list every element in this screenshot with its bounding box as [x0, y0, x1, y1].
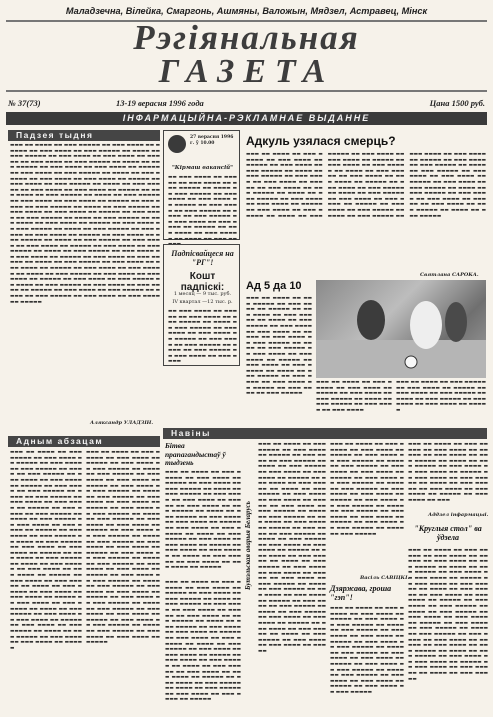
- issue-price: Цана 1500 руб.: [429, 98, 485, 108]
- bitva-body-2: [165, 580, 241, 712]
- ad5-title: Ад 5 да 10: [246, 280, 302, 292]
- adkul-body: [246, 152, 486, 272]
- section-padzeya: Падзея тыдня: [8, 130, 160, 141]
- naviny-body-col4: [408, 442, 488, 510]
- filler-text: ▬▬ ▬▬▬ ▬▬▬▬ ▬▬ ▬▬▬▬▬ ▬▬ ▬▬▬ ▬▬▬▬ ▬▬ ▬▬▬ ▬▬▬▬▬ ▬▬ ▬▬▬▬ ▬▬ ▬▬▬ ▬▬▬▬▬ ▬▬ ▬▬▬ ▬▬▬▬ ▬▬ ▬▬▬ ▬▬▬▬ ▬▬ ▬▬▬▬▬ ▬▬ ▬▬▬ ▬▬▬▬ ▬▬ ▬▬▬ ▬▬▬▬▬ ▬▬ ▬▬▬▬ ▬▬ ▬▬▬ ▬▬▬▬▬ ▬▬ ▬▬▬ ▬▬▬▬ ▬▬ ▬▬▬ ▬▬▬▬ ▬▬ ▬▬▬▬▬ ▬▬ ▬▬▬ ▬▬▬▬ ▬▬ ▬▬▬ ▬▬▬▬▬ ▬▬ ▬▬▬▬ ▬▬ ▬▬▬ ▬▬: [168, 175, 237, 242]
- filler-text: ▬▬▬ ▬▬ ▬▬▬▬ ▬▬ ▬▬▬ ▬▬▬▬▬ ▬▬ ▬▬▬ ▬▬▬▬ ▬▬ ▬▬▬▬▬ ▬▬ ▬▬▬ ▬▬▬▬ ▬▬ ▬▬▬ ▬▬▬▬▬ ▬▬ ▬▬▬▬ ▬▬ ▬▬▬ ▬▬▬▬▬ ▬▬ ▬▬▬ ▬▬▬▬ ▬▬ ▬▬▬ ▬▬▬▬ ▬▬ ▬▬▬▬▬ ▬▬ ▬▬▬ ▬▬▬▬ ▬▬ ▬▬▬ ▬▬▬▬▬ ▬▬ ▬▬▬▬ ▬▬ ▬▬▬ ▬▬▬▬▬ ▬▬ ▬▬▬ ▬▬▬▬ ▬▬ ▬▬▬ ▬▬▬▬ ▬▬ ▬▬▬▬▬ ▬▬ ▬▬▬ ▬▬▬▬ ▬▬ ▬▬▬ ▬▬▬▬▬ ▬▬ ▬▬▬▬ ▬▬ ▬▬▬ ▬▬▬▬▬ ▬▬ ▬▬▬ ▬▬▬▬ ▬▬ ▬▬▬ ▬▬▬▬ ▬▬ ▬▬▬▬▬ ▬▬ ▬▬▬ ▬▬▬▬ ▬▬ ▬▬▬ ▬▬▬▬▬ ▬▬ ▬▬▬▬ ▬▬ ▬▬▬ ▬▬▬▬▬ ▬▬ ▬▬▬ ▬▬▬▬ ▬▬ ▬▬▬ ▬▬▬▬ ▬▬ ▬▬▬▬▬ ▬▬ ▬▬▬ ▬▬▬▬ ▬▬ ▬▬▬ ▬▬▬▬▬ ▬▬ ▬▬▬▬ ▬▬ ▬▬▬ ▬▬▬▬▬ ▬▬ ▬▬▬ ▬▬▬▬ ▬▬ ▬▬▬ ▬▬▬▬ ▬▬ ▬▬▬▬▬ ▬▬ ▬▬▬ ▬▬▬▬ ▬▬ ▬▬▬ ▬▬▬▬▬ ▬▬ ▬▬▬▬ ▬▬ ▬▬▬ ▬▬▬▬▬ ▬▬ ▬▬▬ ▬▬▬▬ ▬▬ ▬▬▬ ▬▬▬▬ ▬▬ ▬▬▬▬▬ ▬▬ ▬▬▬ ▬▬▬▬ ▬▬ ▬▬▬ ▬▬▬▬▬ ▬▬ ▬▬▬▬ ▬▬ ▬▬▬ ▬▬▬▬▬ ▬▬ ▬▬▬ ▬▬▬▬ ▬▬ ▬▬▬ ▬▬▬▬ ▬▬ ▬▬▬▬▬ ▬▬ ▬▬▬ ▬▬▬▬ ▬▬ ▬▬▬ ▬▬▬▬▬ ▬▬ ▬▬▬▬ ▬▬ ▬▬▬ ▬▬▬▬▬ ▬▬ ▬▬▬ ▬▬▬▬ ▬▬ ▬▬▬ ▬▬▬▬ ▬▬ ▬▬▬▬▬: [258, 442, 326, 654]
- subscribe-box: [163, 244, 240, 366]
- kruglyya-title: "Круглыя стол" ва ўдзела: [414, 524, 482, 542]
- filler-text: ▬▬▬ ▬▬ ▬▬▬▬ ▬▬ ▬▬▬ ▬▬▬▬▬ ▬▬ ▬▬▬ ▬▬▬▬ ▬▬ ▬▬▬▬▬ ▬▬ ▬▬▬ ▬▬▬▬ ▬▬ ▬▬▬ ▬▬▬▬▬ ▬▬ ▬▬▬▬ ▬▬ ▬▬▬ ▬▬▬▬▬ ▬▬ ▬▬▬ ▬▬▬▬ ▬▬ ▬▬▬ ▬▬▬▬: [316, 380, 392, 413]
- naviny-body-col3: [330, 442, 404, 560]
- filler-text: ▬▬▬ ▬▬ ▬▬▬▬ ▬▬ ▬▬▬ ▬▬▬▬▬ ▬▬ ▬▬▬ ▬▬▬▬ ▬▬ ▬▬▬▬▬ ▬▬ ▬▬▬ ▬▬▬▬ ▬▬ ▬▬▬ ▬▬▬▬▬ ▬▬ ▬▬▬▬ ▬▬ ▬▬▬ ▬▬▬▬▬ ▬▬ ▬▬▬ ▬▬▬▬ ▬▬ ▬▬▬ ▬▬▬▬ ▬▬ ▬▬▬▬▬: [396, 380, 486, 413]
- vacancy-box: [163, 130, 240, 240]
- ad5-body-col3: [396, 380, 486, 424]
- filler-text: ▬▬▬ ▬▬ ▬▬▬▬ ▬▬ ▬▬▬ ▬▬▬▬▬ ▬▬ ▬▬▬ ▬▬▬▬ ▬▬ ▬▬▬▬▬ ▬▬ ▬▬▬ ▬▬▬▬ ▬▬ ▬▬▬ ▬▬▬▬▬ ▬▬ ▬▬▬▬ ▬▬ ▬▬▬ ▬▬▬▬▬ ▬▬ ▬▬▬ ▬▬▬▬ ▬▬ ▬▬▬ ▬▬▬▬ ▬▬ ▬▬▬▬▬ ▬▬ ▬▬▬ ▬▬▬▬ ▬▬ ▬▬▬ ▬▬▬▬▬ ▬▬ ▬▬▬▬ ▬▬ ▬▬▬ ▬▬▬▬▬ ▬▬ ▬▬▬ ▬▬▬▬ ▬▬ ▬▬▬ ▬▬▬▬ ▬▬ ▬▬▬▬▬ ▬▬ ▬▬▬ ▬▬▬▬ ▬▬ ▬▬▬ ▬▬▬▬▬ ▬▬ ▬▬▬▬ ▬▬ ▬▬▬ ▬▬▬▬▬ ▬▬ ▬▬▬ ▬▬▬▬ ▬▬ ▬▬▬ ▬▬▬▬ ▬▬ ▬▬▬▬▬ ▬▬ ▬▬▬ ▬▬▬▬ ▬▬ ▬▬▬ ▬▬▬▬▬ ▬▬ ▬▬▬▬ ▬▬ ▬▬▬ ▬▬▬▬▬ ▬▬ ▬▬▬ ▬▬▬▬ ▬▬ ▬▬▬ ▬▬▬▬ ▬▬ ▬▬▬▬▬ ▬▬ ▬▬▬ ▬▬▬▬ ▬▬ ▬▬▬ ▬▬▬▬▬ ▬▬ ▬▬▬▬ ▬▬ ▬▬▬ ▬▬▬▬▬ ▬▬ ▬▬▬ ▬▬▬▬ ▬▬ ▬▬▬ ▬▬▬▬ ▬▬ ▬▬▬▬▬ ▬▬ ▬▬▬ ▬▬▬▬ ▬▬ ▬▬▬ ▬▬▬▬▬ ▬▬ ▬▬▬▬ ▬▬ ▬▬▬ ▬▬▬▬▬ ▬▬ ▬▬▬ ▬▬▬▬ ▬▬ ▬▬▬ ▬▬▬▬ ▬▬ ▬▬▬▬▬ ▬▬ ▬▬▬ ▬▬▬▬ ▬▬ ▬▬▬ ▬▬▬▬▬ ▬▬ ▬▬▬▬ ▬▬ ▬▬▬ ▬▬▬▬▬ ▬▬ ▬▬▬ ▬▬▬▬ ▬▬ ▬▬▬ ▬▬▬▬ ▬▬ ▬▬▬▬▬ ▬▬ ▬▬▬ ▬▬▬▬ ▬▬ ▬▬▬ ▬▬▬▬▬ ▬▬ ▬▬▬▬ ▬▬ ▬▬▬ ▬▬▬▬▬ ▬▬ ▬▬▬ ▬▬▬▬ ▬▬ ▬▬▬ ▬▬▬▬ ▬▬ ▬▬▬▬▬: [86, 450, 160, 646]
- padzeya-signature: Аляксандр УЛАДЗІН.: [90, 420, 154, 426]
- filler-text: ▬▬▬ ▬▬ ▬▬▬▬ ▬▬ ▬▬▬ ▬▬▬▬▬ ▬▬ ▬▬▬ ▬▬▬▬ ▬▬ ▬▬▬▬▬ ▬▬ ▬▬▬ ▬▬▬▬ ▬▬ ▬▬▬ ▬▬▬▬▬ ▬▬ ▬▬▬▬ ▬▬ ▬▬▬ ▬▬▬▬▬ ▬▬ ▬▬▬ ▬▬▬▬ ▬▬ ▬▬▬ ▬▬▬▬ ▬▬ ▬▬▬▬▬ ▬▬ ▬▬▬ ▬▬▬▬ ▬▬ ▬▬▬ ▬▬▬▬▬ ▬▬ ▬▬▬▬ ▬▬ ▬▬▬ ▬▬▬▬▬ ▬▬ ▬▬▬ ▬▬▬▬ ▬▬ ▬▬▬ ▬▬▬▬ ▬▬ ▬▬▬▬▬ ▬▬ ▬▬▬ ▬▬▬▬ ▬▬ ▬▬▬ ▬▬▬▬▬ ▬▬ ▬▬▬▬ ▬▬ ▬▬▬ ▬▬▬▬▬ ▬▬ ▬▬▬ ▬▬▬▬ ▬▬ ▬▬▬ ▬▬▬▬ ▬▬ ▬▬▬▬▬ ▬▬ ▬▬▬ ▬▬▬▬ ▬▬ ▬▬▬ ▬▬▬▬▬ ▬▬ ▬▬▬▬ ▬▬ ▬▬▬ ▬▬▬▬▬: [330, 442, 404, 537]
- kruglyya-body: [408, 548, 488, 708]
- ad5-body-col2: [316, 380, 392, 424]
- ad5-body-col1: [246, 296, 312, 424]
- adkul-signature: Святлана САРОКА.: [420, 272, 479, 278]
- filler-text: ▬▬▬ ▬▬ ▬▬▬▬ ▬▬ ▬▬▬ ▬▬▬▬▬ ▬▬ ▬▬▬ ▬▬▬▬ ▬▬ ▬▬▬▬▬ ▬▬ ▬▬▬ ▬▬▬▬ ▬▬ ▬▬▬ ▬▬▬▬▬ ▬▬ ▬▬▬▬ ▬▬ ▬▬▬ ▬▬▬▬▬ ▬▬ ▬▬▬ ▬▬▬▬ ▬▬ ▬▬▬ ▬▬▬▬ ▬▬ ▬▬▬▬▬ ▬▬ ▬▬▬ ▬▬▬▬ ▬▬ ▬▬▬ ▬▬▬▬▬ ▬▬ ▬▬▬▬ ▬▬ ▬▬▬ ▬▬▬▬▬ ▬▬ ▬▬▬ ▬▬▬▬ ▬▬ ▬▬▬ ▬▬▬▬ ▬▬ ▬▬▬▬▬ ▬▬ ▬▬▬ ▬▬▬▬ ▬▬ ▬▬▬ ▬▬▬▬▬ ▬▬ ▬▬▬▬ ▬▬ ▬▬▬ ▬▬▬▬▬ ▬▬ ▬▬▬ ▬▬▬▬ ▬▬ ▬▬▬ ▬▬▬▬ ▬▬ ▬▬▬▬▬ ▬▬ ▬▬▬ ▬▬▬▬ ▬▬ ▬▬▬ ▬▬▬▬▬ ▬▬ ▬▬▬▬ ▬▬ ▬▬▬ ▬▬▬▬▬ ▬▬ ▬▬▬ ▬▬▬▬ ▬▬ ▬▬▬ ▬▬▬▬ ▬▬ ▬▬▬▬▬ ▬▬ ▬▬▬ ▬▬▬▬ ▬▬ ▬▬▬ ▬▬▬▬▬ ▬▬ ▬▬▬▬ ▬▬ ▬▬▬ ▬▬▬▬▬ ▬▬ ▬▬▬ ▬▬▬▬ ▬▬ ▬▬▬ ▬▬▬▬ ▬▬ ▬▬▬▬▬ ▬▬ ▬▬▬ ▬▬▬▬ ▬▬ ▬▬▬ ▬▬▬▬▬ ▬▬ ▬▬▬▬ ▬▬ ▬▬▬ ▬▬▬▬▬ ▬▬ ▬▬▬ ▬▬▬▬ ▬▬ ▬▬▬ ▬▬▬▬ ▬▬ ▬▬▬▬▬ ▬▬ ▬▬▬ ▬▬▬▬ ▬▬ ▬▬▬ ▬▬▬▬▬ ▬▬ ▬▬▬▬ ▬▬ ▬▬▬ ▬▬▬▬▬ ▬▬ ▬▬▬ ▬▬▬▬ ▬▬ ▬▬▬ ▬▬▬▬ ▬▬ ▬▬▬▬▬ ▬▬ ▬▬▬ ▬▬▬▬ ▬▬ ▬▬▬ ▬▬▬▬▬ ▬▬ ▬▬▬▬ ▬▬ ▬▬▬ ▬▬▬▬▬ ▬▬ ▬▬▬ ▬▬▬▬ ▬▬ ▬▬▬ ▬▬▬▬ ▬▬ ▬▬▬▬▬ ▬▬ ▬▬▬ ▬▬▬▬ ▬▬ ▬▬▬ ▬▬▬▬▬ ▬▬ ▬▬▬▬ ▬▬ ▬▬▬ ▬▬▬▬▬ ▬▬ ▬▬▬ ▬▬▬▬ ▬▬ ▬▬▬ ▬▬▬▬ ▬▬ ▬▬▬▬▬ ▬▬ ▬▬▬ ▬▬▬▬ ▬▬ ▬▬▬ ▬▬▬▬▬ ▬▬ ▬▬▬▬ ▬▬ ▬▬▬ ▬▬▬▬▬ ▬▬ ▬▬▬ ▬▬▬▬ ▬▬ ▬▬▬ ▬▬▬▬ ▬▬ ▬▬▬▬▬ ▬▬ ▬▬▬ ▬▬▬▬ ▬▬ ▬▬▬ ▬▬▬▬▬ ▬▬ ▬▬▬▬ ▬▬ ▬▬▬ ▬▬▬▬▬ ▬▬ ▬▬▬ ▬▬▬▬ ▬▬ ▬▬▬ ▬▬▬▬ ▬▬ ▬▬▬▬▬ ▬▬ ▬▬▬ ▬▬▬▬ ▬▬ ▬▬▬ ▬▬▬▬▬ ▬▬ ▬▬▬▬ ▬▬ ▬▬▬ ▬▬▬▬▬ ▬▬ ▬▬▬ ▬▬▬▬ ▬▬ ▬▬▬ ▬▬▬▬ ▬▬ ▬▬▬▬▬ ▬▬ ▬▬▬ ▬▬▬▬ ▬▬ ▬▬▬ ▬▬▬▬▬ ▬▬ ▬▬▬▬ ▬▬ ▬▬▬ ▬▬▬▬▬ ▬▬ ▬▬▬ ▬▬▬▬ ▬▬ ▬▬▬ ▬▬▬▬ ▬▬ ▬▬▬▬▬ ▬▬ ▬▬▬ ▬▬▬▬ ▬▬ ▬▬▬ ▬▬▬▬▬ ▬▬ ▬▬▬▬ ▬▬ ▬▬▬ ▬▬▬▬▬ ▬▬ ▬▬▬ ▬▬▬▬ ▬▬ ▬▬▬ ▬▬▬▬ ▬▬ ▬▬▬▬▬: [10, 143, 160, 305]
- padzeya-body: [10, 143, 160, 415]
- abzacam-body-col1: [10, 450, 82, 712]
- subscribe-title: Падпісвайцеся на "РГ"!: [171, 249, 234, 267]
- abzacam-body-col2: [86, 450, 160, 712]
- masthead-title-line2: ГАЗЕТА: [158, 53, 335, 90]
- filler-text: ▬▬▬ ▬▬ ▬▬▬▬ ▬▬ ▬▬▬ ▬▬▬▬▬ ▬▬ ▬▬▬ ▬▬▬▬ ▬▬ ▬▬▬▬▬ ▬▬ ▬▬▬ ▬▬▬▬ ▬▬ ▬▬▬ ▬▬▬▬▬ ▬▬ ▬▬▬▬ ▬▬ ▬▬▬ ▬▬▬▬▬ ▬▬ ▬▬▬ ▬▬▬▬ ▬▬ ▬▬▬ ▬▬▬▬ ▬▬ ▬▬▬▬▬ ▬▬ ▬▬▬ ▬▬▬▬ ▬▬ ▬▬▬ ▬▬▬▬▬ ▬▬ ▬▬▬▬ ▬▬ ▬▬▬ ▬▬▬▬▬ ▬▬ ▬▬▬ ▬▬▬▬ ▬▬ ▬▬▬ ▬▬▬▬ ▬▬ ▬▬▬▬▬ ▬▬ ▬▬▬ ▬▬▬▬ ▬▬ ▬▬▬ ▬▬▬▬▬ ▬▬ ▬▬▬▬ ▬▬ ▬▬▬ ▬▬▬▬▬ ▬▬ ▬▬▬ ▬▬▬▬ ▬▬ ▬▬▬ ▬▬▬▬ ▬▬ ▬▬▬▬▬ ▬▬ ▬▬▬ ▬▬▬▬ ▬▬ ▬▬▬ ▬▬▬▬▬ ▬▬ ▬▬▬▬ ▬▬ ▬▬▬ ▬▬▬▬▬ ▬▬ ▬▬▬ ▬▬▬▬ ▬▬ ▬▬▬ ▬▬▬▬ ▬▬ ▬▬▬▬▬ ▬▬ ▬▬▬ ▬▬▬▬ ▬▬ ▬▬▬ ▬▬▬▬▬ ▬▬ ▬▬▬▬ ▬▬ ▬▬▬ ▬▬▬▬▬ ▬▬ ▬▬▬ ▬▬▬▬ ▬▬ ▬▬▬ ▬▬▬▬ ▬▬ ▬▬▬▬▬ ▬▬ ▬▬▬ ▬▬▬▬ ▬▬ ▬▬▬ ▬▬▬▬▬ ▬▬ ▬▬▬▬ ▬▬ ▬▬▬ ▬▬▬▬▬: [408, 548, 488, 682]
- dzyaruha-body: [330, 606, 404, 712]
- dzyaruha-signature: Васіль САВІЦКІ.: [360, 575, 410, 581]
- filler-text: ▬▬▬ ▬▬ ▬▬▬▬ ▬▬ ▬▬▬ ▬▬▬▬▬ ▬▬ ▬▬▬ ▬▬▬▬ ▬▬ ▬▬▬▬▬ ▬▬ ▬▬▬ ▬▬▬▬ ▬▬ ▬▬▬ ▬▬▬▬▬ ▬▬ ▬▬▬▬ ▬▬ ▬▬▬ ▬▬▬▬▬ ▬▬ ▬▬▬ ▬▬▬▬ ▬▬ ▬▬▬ ▬▬▬▬ ▬▬ ▬▬▬▬▬ ▬▬ ▬▬▬ ▬▬▬▬ ▬▬ ▬▬▬ ▬▬▬▬▬ ▬▬ ▬▬▬▬ ▬▬ ▬▬▬ ▬▬▬▬▬ ▬▬ ▬▬▬ ▬▬▬▬ ▬▬ ▬▬▬ ▬▬▬▬ ▬▬ ▬▬▬▬▬ ▬▬ ▬▬▬ ▬▬▬▬ ▬▬ ▬▬▬ ▬▬▬▬▬ ▬▬ ▬▬▬▬ ▬▬ ▬▬▬ ▬▬▬▬▬ ▬▬ ▬▬▬ ▬▬▬▬ ▬▬ ▬▬▬ ▬▬▬▬ ▬▬ ▬▬▬▬▬ ▬▬ ▬▬▬ ▬▬▬▬ ▬▬ ▬▬▬ ▬▬▬▬▬: [246, 296, 312, 397]
- adkul-title: Адкуль узялася смерць?: [246, 134, 396, 148]
- subscribe-body: [168, 309, 237, 363]
- filler-text: ▬▬▬ ▬▬ ▬▬▬▬ ▬▬ ▬▬▬ ▬▬▬▬▬ ▬▬ ▬▬▬ ▬▬▬▬ ▬▬ ▬▬▬▬▬ ▬▬ ▬▬▬ ▬▬▬▬ ▬▬ ▬▬▬ ▬▬▬▬▬ ▬▬ ▬▬▬▬ ▬▬ ▬▬▬ ▬▬▬▬▬ ▬▬ ▬▬▬ ▬▬▬▬ ▬▬ ▬▬▬ ▬▬▬▬ ▬▬ ▬▬▬▬▬ ▬▬ ▬▬▬ ▬▬▬▬ ▬▬ ▬▬▬ ▬▬▬▬▬ ▬▬ ▬▬▬▬ ▬▬ ▬▬▬ ▬▬▬▬▬ ▬▬ ▬▬▬ ▬▬▬▬ ▬▬ ▬▬▬ ▬▬▬▬ ▬▬ ▬▬▬▬▬ ▬▬ ▬▬▬ ▬▬▬▬ ▬▬ ▬▬▬ ▬▬▬▬▬ ▬▬ ▬▬▬▬ ▬▬ ▬▬▬ ▬▬▬▬▬ ▬▬ ▬▬▬ ▬▬▬▬ ▬▬ ▬▬▬ ▬▬▬▬ ▬▬ ▬▬▬▬▬ ▬▬ ▬▬▬ ▬▬▬▬ ▬▬ ▬▬▬ ▬▬▬▬▬ ▬▬ ▬▬▬▬ ▬▬ ▬▬▬ ▬▬▬▬▬ ▬▬ ▬▬▬ ▬▬▬▬ ▬▬ ▬▬▬ ▬▬▬▬ ▬▬ ▬▬▬▬▬ ▬▬ ▬▬▬ ▬▬▬▬ ▬▬ ▬▬▬ ▬▬▬▬▬ ▬▬ ▬▬▬▬ ▬▬ ▬▬▬ ▬▬▬▬▬ ▬▬ ▬▬▬ ▬▬▬▬ ▬▬ ▬▬▬ ▬▬▬▬ ▬▬ ▬▬▬▬▬ ▬▬ ▬▬▬ ▬▬▬▬ ▬▬ ▬▬▬ ▬▬▬▬▬ ▬▬ ▬▬▬▬ ▬▬ ▬▬▬ ▬▬▬▬▬ ▬▬ ▬▬▬ ▬▬▬▬ ▬▬ ▬▬▬ ▬▬▬▬ ▬▬ ▬▬▬▬▬ ▬▬ ▬▬▬ ▬▬▬▬ ▬▬ ▬▬▬ ▬▬▬▬▬ ▬▬ ▬▬▬▬ ▬▬ ▬▬▬ ▬▬▬▬▬ ▬▬ ▬▬▬ ▬▬▬▬ ▬▬ ▬▬▬ ▬▬▬▬ ▬▬ ▬▬▬▬▬ ▬▬ ▬▬▬ ▬▬▬▬ ▬▬ ▬▬▬ ▬▬▬▬▬ ▬▬ ▬▬▬▬ ▬▬ ▬▬▬ ▬▬▬▬▬ ▬▬ ▬▬▬ ▬▬▬▬ ▬▬ ▬▬▬ ▬▬▬▬ ▬▬ ▬▬▬▬▬: [10, 450, 82, 651]
- issue-number: № 37(73): [8, 98, 41, 108]
- filler-text: ▬▬▬ ▬▬ ▬▬▬▬ ▬▬ ▬▬▬ ▬▬▬▬▬ ▬▬ ▬▬▬ ▬▬▬▬ ▬▬ ▬▬▬▬▬ ▬▬ ▬▬▬ ▬▬▬▬ ▬▬ ▬▬▬ ▬▬▬▬▬ ▬▬ ▬▬▬▬ ▬▬ ▬▬▬ ▬▬▬▬▬ ▬▬ ▬▬▬ ▬▬▬▬ ▬▬ ▬▬▬ ▬▬▬▬ ▬▬ ▬▬▬▬▬ ▬▬ ▬▬▬ ▬▬▬▬ ▬▬ ▬▬▬ ▬▬▬▬▬ ▬▬ ▬▬▬▬ ▬▬ ▬▬▬ ▬▬▬▬▬ ▬▬ ▬▬▬ ▬▬▬▬ ▬▬ ▬▬▬ ▬▬▬▬ ▬▬ ▬▬▬▬▬ ▬▬ ▬▬▬ ▬▬▬▬ ▬▬ ▬▬▬: [408, 442, 488, 503]
- filler-text: ▬▬ ▬▬▬ ▬▬▬▬ ▬▬ ▬▬▬▬▬ ▬▬ ▬▬▬ ▬▬▬▬ ▬▬ ▬▬▬ ▬▬▬▬▬ ▬▬ ▬▬▬▬ ▬▬ ▬▬▬ ▬▬▬▬▬ ▬▬ ▬▬▬ ▬▬▬▬ ▬▬ ▬▬▬ ▬▬▬▬ ▬▬ ▬▬▬▬▬ ▬▬ ▬▬▬ ▬▬▬▬ ▬▬ ▬▬▬ ▬▬▬▬▬ ▬▬ ▬▬▬▬ ▬▬ ▬▬▬ ▬▬▬▬▬ ▬▬ ▬▬▬ ▬▬▬▬ ▬▬ ▬▬▬ ▬▬▬▬: [168, 309, 237, 365]
- filler-text: ▬▬▬ ▬▬ ▬▬▬▬ ▬▬ ▬▬▬ ▬▬▬▬▬ ▬▬ ▬▬▬ ▬▬▬▬ ▬▬ ▬▬▬▬▬ ▬▬ ▬▬▬ ▬▬▬▬ ▬▬ ▬▬▬ ▬▬▬▬▬ ▬▬ ▬▬▬▬ ▬▬ ▬▬▬ ▬▬▬▬▬ ▬▬ ▬▬▬ ▬▬▬▬ ▬▬ ▬▬▬ ▬▬▬▬ ▬▬ ▬▬▬▬▬ ▬▬ ▬▬▬ ▬▬▬▬ ▬▬ ▬▬▬ ▬▬▬▬▬ ▬▬ ▬▬▬▬ ▬▬ ▬▬▬ ▬▬▬▬▬ ▬▬ ▬▬▬ ▬▬▬▬ ▬▬ ▬▬▬ ▬▬▬▬ ▬▬ ▬▬▬▬▬ ▬▬ ▬▬▬ ▬▬▬▬ ▬▬ ▬▬▬ ▬▬▬▬▬ ▬▬ ▬▬▬▬ ▬▬ ▬▬▬ ▬▬▬▬▬ ▬▬ ▬▬▬ ▬▬▬▬ ▬▬ ▬▬▬ ▬▬▬▬ ▬▬ ▬▬▬▬▬ ▬▬ ▬▬▬ ▬▬▬▬ ▬▬ ▬▬▬ ▬▬▬▬▬ ▬▬ ▬▬▬▬ ▬▬ ▬▬▬ ▬▬▬▬▬ ▬▬ ▬▬▬ ▬▬▬▬ ▬▬ ▬▬▬ ▬▬▬▬ ▬▬ ▬▬▬▬▬: [165, 470, 241, 571]
- vacancy-body: [168, 175, 237, 242]
- subscribe-cost: Кошт падпіскі:: [180, 271, 225, 293]
- cities-line: Маладзечна, Вілейка, Смаргонь, Ашмяны, Валожын, Мядзел, Астравец, Мінск: [65, 6, 428, 16]
- filler-text: ▬▬▬ ▬▬ ▬▬▬▬ ▬▬ ▬▬▬ ▬▬▬▬▬ ▬▬ ▬▬▬ ▬▬▬▬ ▬▬ ▬▬▬▬▬ ▬▬ ▬▬▬ ▬▬▬▬ ▬▬ ▬▬▬ ▬▬▬▬▬ ▬▬ ▬▬▬▬ ▬▬ ▬▬▬ ▬▬▬▬▬ ▬▬ ▬▬▬ ▬▬▬▬ ▬▬ ▬▬▬ ▬▬▬▬ ▬▬ ▬▬▬▬▬ ▬▬ ▬▬▬ ▬▬▬▬ ▬▬ ▬▬▬ ▬▬▬▬▬ ▬▬ ▬▬▬▬ ▬▬ ▬▬▬ ▬▬▬▬▬ ▬▬ ▬▬▬ ▬▬▬▬ ▬▬ ▬▬▬ ▬▬▬▬ ▬▬ ▬▬▬▬▬ ▬▬ ▬▬▬ ▬▬▬▬ ▬▬ ▬▬▬ ▬▬▬▬▬ ▬▬ ▬▬▬▬ ▬▬ ▬▬▬ ▬▬▬▬▬ ▬▬ ▬▬▬ ▬▬▬▬ ▬▬ ▬▬▬ ▬▬▬▬ ▬▬ ▬▬▬▬▬ ▬▬ ▬▬▬ ▬▬▬▬ ▬▬ ▬▬▬ ▬▬▬▬▬ ▬▬ ▬▬▬▬ ▬▬ ▬▬▬ ▬▬▬▬▬ ▬▬ ▬▬▬ ▬▬▬▬ ▬▬ ▬▬▬ ▬▬▬▬ ▬▬ ▬▬▬▬▬ ▬▬ ▬▬▬ ▬▬▬▬ ▬▬ ▬▬▬ ▬▬▬▬▬ ▬▬ ▬▬▬▬ ▬▬ ▬▬▬ ▬▬▬▬▬ ▬▬ ▬▬▬ ▬▬▬▬ ▬▬ ▬▬▬ ▬▬▬▬ ▬▬ ▬▬▬▬▬: [165, 580, 241, 703]
- section-adnym-abzacam: Адным абзацам: [8, 436, 160, 447]
- section-naviny: Навіны: [163, 428, 487, 439]
- futbol-body: [258, 442, 326, 712]
- bitva-title: Бітва прапагандыстаў ў тыдзень: [165, 441, 226, 467]
- masthead-frame: [6, 20, 487, 92]
- seal-icon: [168, 135, 186, 153]
- futbol-title: Бутэльская аварыя Беларусь: [244, 501, 252, 590]
- football-photo: [316, 280, 486, 378]
- football-photo-figures: [316, 280, 486, 378]
- dzyaruha-title: Дзяржава, гроша "гэп"!: [330, 584, 392, 602]
- adzhani-signature: Аддзел інфармацыі.: [428, 512, 489, 518]
- filler-text: ▬▬▬ ▬▬ ▬▬▬▬ ▬▬ ▬▬▬ ▬▬▬▬▬ ▬▬ ▬▬▬ ▬▬▬▬ ▬▬ ▬▬▬▬▬ ▬▬ ▬▬▬ ▬▬▬▬ ▬▬ ▬▬▬ ▬▬▬▬▬ ▬▬ ▬▬▬▬ ▬▬ ▬▬▬ ▬▬▬▬▬ ▬▬ ▬▬▬ ▬▬▬▬ ▬▬ ▬▬▬ ▬▬▬▬ ▬▬ ▬▬▬▬▬ ▬▬ ▬▬▬ ▬▬▬▬ ▬▬ ▬▬▬ ▬▬▬▬▬ ▬▬ ▬▬▬▬ ▬▬ ▬▬▬ ▬▬▬▬▬ ▬▬ ▬▬▬ ▬▬▬▬ ▬▬ ▬▬▬ ▬▬▬▬ ▬▬ ▬▬▬▬▬ ▬▬ ▬▬▬ ▬▬▬▬ ▬▬ ▬▬▬ ▬▬▬▬▬ ▬▬ ▬▬▬▬ ▬▬ ▬▬▬ ▬▬▬▬▬ ▬▬ ▬▬▬ ▬▬▬▬ ▬▬ ▬▬▬ ▬▬▬▬ ▬▬ ▬▬▬▬▬ ▬▬ ▬▬▬ ▬▬▬▬ ▬▬ ▬▬▬ ▬▬▬▬▬: [330, 606, 404, 695]
- masthead: [6, 20, 487, 92]
- masthead-title-line1: Рэгіянальная: [133, 18, 360, 57]
- subtitle-band: ІНФАРМАЦЫЙНА-РЭКЛАМНАЕ ВЫДАННЕ: [6, 112, 487, 125]
- subscribe-month: 1 месяц — 9 тыс. руб.: [173, 291, 232, 297]
- vacancy-date: 27 верасня 1996 г. ў 10.00: [190, 135, 234, 146]
- subscribe-quarter: IV квартал —12 тыс. р.: [172, 299, 233, 305]
- filler-text: ▬▬▬ ▬▬ ▬▬▬▬ ▬▬ ▬▬▬ ▬▬▬▬▬ ▬▬ ▬▬▬ ▬▬▬▬ ▬▬ ▬▬▬▬▬ ▬▬ ▬▬▬ ▬▬▬▬ ▬▬ ▬▬▬ ▬▬▬▬▬ ▬▬ ▬▬▬▬ ▬▬ ▬▬▬ ▬▬▬▬▬ ▬▬ ▬▬▬ ▬▬▬▬ ▬▬ ▬▬▬ ▬▬▬▬ ▬▬ ▬▬▬▬▬ ▬▬ ▬▬▬ ▬▬▬▬ ▬▬ ▬▬▬ ▬▬▬▬▬ ▬▬ ▬▬▬▬ ▬▬ ▬▬▬ ▬▬▬▬▬ ▬▬ ▬▬▬ ▬▬▬▬ ▬▬ ▬▬▬ ▬▬▬▬ ▬▬ ▬▬▬▬▬ ▬▬ ▬▬▬ ▬▬▬▬ ▬▬ ▬▬▬ ▬▬▬▬▬ ▬▬ ▬▬▬▬ ▬▬ ▬▬▬ ▬▬▬▬▬ ▬▬ ▬▬▬ ▬▬▬▬ ▬▬ ▬▬▬ ▬▬▬▬ ▬▬ ▬▬▬▬▬ ▬▬ ▬▬▬ ▬▬▬▬ ▬▬ ▬▬▬ ▬▬▬▬▬ ▬▬ ▬▬▬▬ ▬▬ ▬▬▬ ▬▬▬▬▬ ▬▬ ▬▬▬ ▬▬▬▬ ▬▬ ▬▬▬ ▬▬▬▬ ▬▬ ▬▬▬▬▬ ▬▬ ▬▬▬ ▬▬▬▬ ▬▬ ▬▬▬ ▬▬▬▬▬ ▬▬ ▬▬▬▬ ▬▬ ▬▬▬ ▬▬▬▬▬ ▬▬ ▬▬▬ ▬▬▬▬ ▬▬ ▬▬▬ ▬▬▬▬ ▬▬ ▬▬▬▬▬ ▬▬ ▬▬▬ ▬▬▬▬ ▬▬ ▬▬▬ ▬▬▬▬▬ ▬▬ ▬▬▬▬ ▬▬ ▬▬▬ ▬▬▬▬▬ ▬▬ ▬▬▬ ▬▬▬▬ ▬▬ ▬▬▬ ▬▬▬▬ ▬▬ ▬▬▬▬▬ ▬▬ ▬▬▬ ▬▬▬▬ ▬▬ ▬▬▬ ▬▬▬▬▬ ▬▬ ▬▬▬▬ ▬▬ ▬▬▬ ▬▬▬▬▬ ▬▬ ▬▬▬ ▬▬▬▬ ▬▬ ▬▬▬ ▬▬▬▬ ▬▬ ▬▬▬▬▬ ▬▬ ▬▬▬ ▬▬▬▬ ▬▬ ▬▬▬ ▬▬▬▬▬ ▬▬ ▬▬▬▬ ▬▬ ▬▬▬ ▬▬▬▬▬ ▬▬ ▬▬▬ ▬▬▬▬ ▬▬ ▬▬▬ ▬▬▬▬ ▬▬ ▬▬▬▬▬ ▬▬ ▬▬▬ ▬▬▬▬ ▬▬ ▬▬▬ ▬▬▬▬▬ ▬▬ ▬▬▬▬ ▬▬ ▬▬▬ ▬▬▬▬▬: [246, 152, 486, 219]
- issue-date: 13-19 верасня 1996 года: [116, 98, 204, 108]
- vacancy-title: "Кірмаш вакансій": [171, 165, 234, 171]
- bitva-body: [165, 470, 241, 575]
- issue-info-row: [6, 98, 487, 110]
